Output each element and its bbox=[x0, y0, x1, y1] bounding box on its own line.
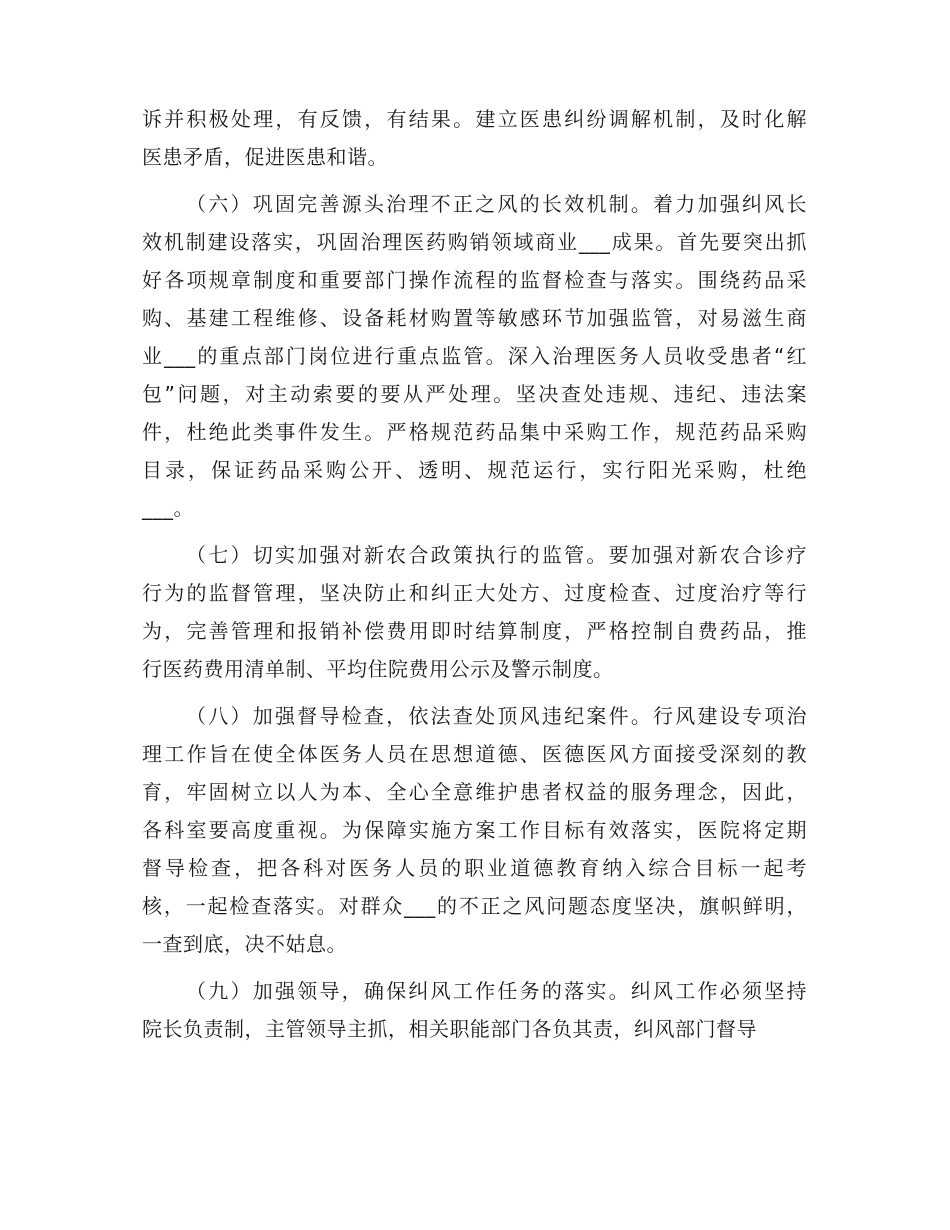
text-line: 一查到底，决不姑息。 bbox=[142, 932, 347, 956]
text-line: 为，完善管理和报销补偿费用即时结算制度，严格控制自费药品，推 bbox=[142, 619, 807, 643]
text-line: 行为的监督管理，坚决防止和纠正大处方、过度检查、过度治疗等行 bbox=[142, 581, 807, 605]
paragraph-gap bbox=[142, 176, 807, 185]
text-line: （八）加强督导检查，依法查处顶风违纪案件。行风建设专项治 bbox=[186, 704, 807, 728]
text-line: 核，一起检查落实。对群众___的不正之风问题态度坚决，旗帜鲜明， bbox=[142, 894, 807, 918]
paragraph bbox=[142, 185, 807, 527]
paragraph bbox=[142, 536, 807, 688]
text-line: 包”问题，对主动索要的要从严处理。坚决查处违规、违纪、违法案 bbox=[142, 382, 807, 406]
text-line: （六）巩固完善源头治理不正之风的长效机制。着力加强纠风长 bbox=[186, 192, 807, 216]
paragraph-gap bbox=[142, 688, 807, 697]
paragraph-gap bbox=[142, 527, 807, 536]
text-line: 理工作旨在使全体医务人员在思想道德、医德医风方面接受深刻的教 bbox=[142, 742, 807, 766]
text-line: 各科室要高度重视。为保障实施方案工作目标有效落实，医院将定期 bbox=[142, 818, 807, 842]
text-line: 诉并积极处理，有反馈，有结果。建立医患纠纷调解机制，及时化解 bbox=[142, 107, 807, 131]
paragraph bbox=[142, 697, 807, 963]
text-line: 医患矛盾，促进医患和谐。 bbox=[142, 145, 388, 169]
paragraph bbox=[142, 972, 807, 1048]
text-line: 业___的重点部门岗位进行重点监管。深入治理医务人员收受患者“红 bbox=[142, 344, 807, 368]
text-line: 购、基建工程维修、设备耗材购置等敏感环节加强监管，对易滋生商 bbox=[142, 306, 807, 330]
text-line: 行医药费用清单制、平均住院费用公示及警示制度。 bbox=[142, 657, 614, 681]
paragraph bbox=[142, 100, 807, 176]
text-line: 督导检查，把各科对医务人员的职业道德教育纳入综合目标一起考 bbox=[142, 856, 807, 880]
document-body bbox=[142, 100, 807, 1048]
text-line: 件，杜绝此类事件发生。严格规范药品集中采购工作，规范药品采购 bbox=[142, 420, 807, 444]
text-line: 效机制建设落实，巩固治理医药购销领域商业___成果。首先要突出抓 bbox=[142, 230, 807, 254]
text-line: 目录，保证药品采购公开、透明、规范运行，实行阳光采购，杜绝 bbox=[142, 458, 807, 482]
text-line: 育，牢固树立以人为本、全心全意维护患者权益的服务理念，因此， bbox=[142, 780, 807, 804]
paragraph-gap bbox=[142, 963, 807, 972]
text-line: （九）加强领导，确保纠风工作任务的落实。纠风工作必须坚持 bbox=[186, 979, 807, 1003]
text-line: （七）切实加强对新农合政策执行的监管。要加强对新农合诊疗 bbox=[186, 543, 807, 567]
text-line: 院长负责制，主管领导主抓，相关职能部门各负其责，纠风部门督导 bbox=[142, 1017, 757, 1041]
text-line: ___。 bbox=[142, 496, 194, 520]
text-line: 好各项规章制度和重要部门操作流程的监督检查与落实。围绕药品采 bbox=[142, 268, 807, 292]
